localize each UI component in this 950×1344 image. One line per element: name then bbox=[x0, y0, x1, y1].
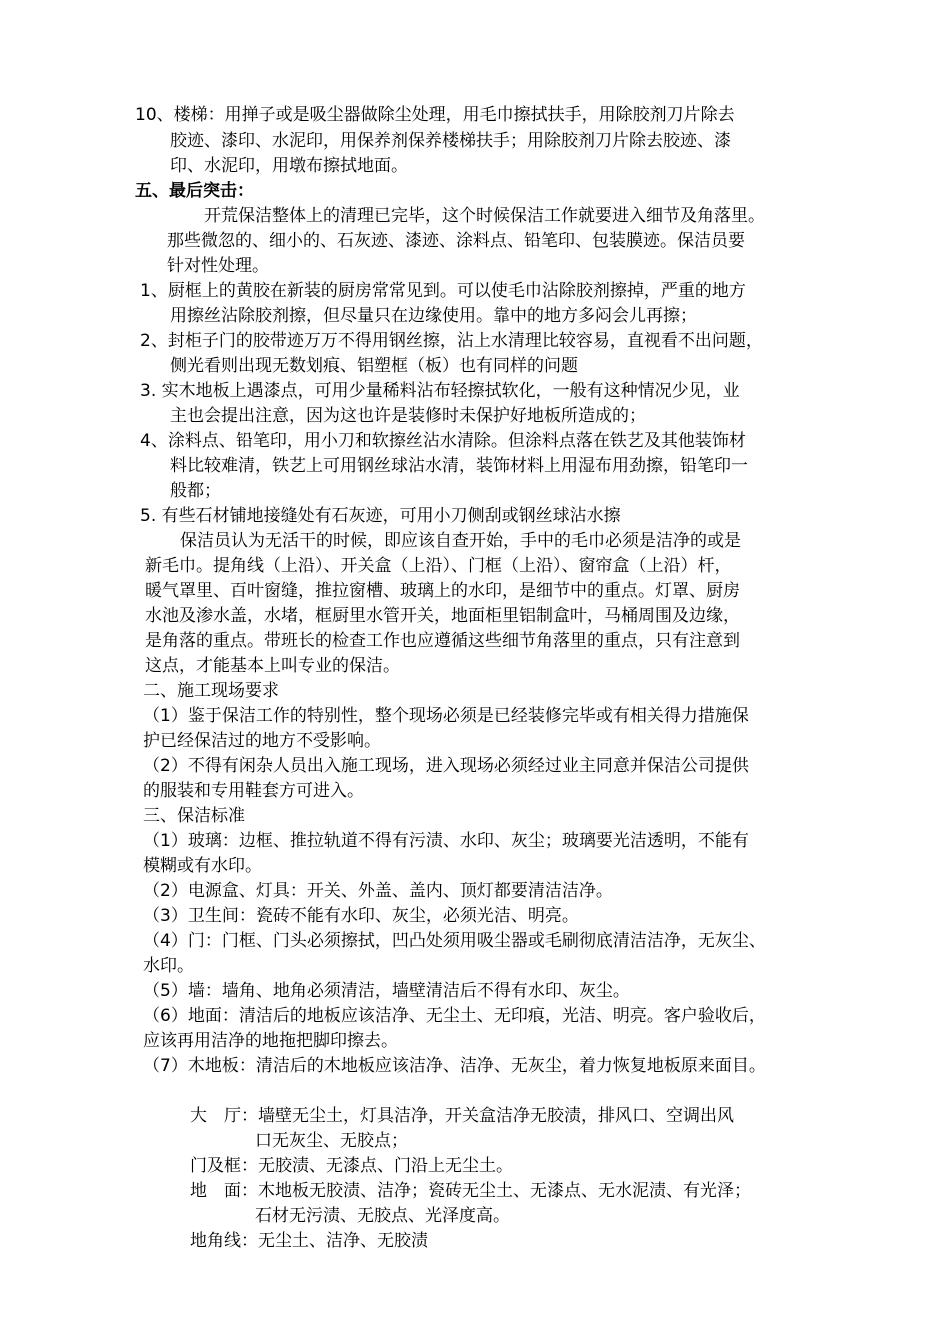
text-line: 这点，才能基本上叫专业的保洁。 bbox=[145, 656, 400, 676]
section-heading: 五、最后突击： bbox=[135, 181, 254, 201]
text-line: 应该再用洁净的地拖把脚印擦去。 bbox=[143, 1031, 398, 1051]
text-line: 护已经保洁过的地方不受影响。 bbox=[143, 731, 381, 751]
text-line: 3. 实木地板上遇漆点，可用少量稀料沾布轻擦拭软化，一般有这种情况少见，业 bbox=[140, 381, 740, 401]
text-line: （2）不得有闲杂人员出入施工现场，进入现场必须经过业主同意并保洁公司提供 bbox=[143, 756, 749, 776]
text-line: 模糊或有水印。 bbox=[143, 856, 262, 876]
text-line: （6）地面：清洁后的地板应该洁净、无尘土、无印痕，光洁、明亮。客户验收后， bbox=[143, 1006, 766, 1026]
section-heading: 二、施工现场要求 bbox=[143, 681, 279, 701]
text-line: （2）电源盒、灯具：开关、外盖、盖内、顶灯都要清洁洁净。 bbox=[143, 881, 613, 901]
text-line: 主也会提出注意，因为这也许是装修时未保护好地板所造成的； bbox=[170, 406, 646, 426]
text-line: 水印。 bbox=[143, 956, 194, 976]
section-heading: 三、保洁标准 bbox=[143, 806, 245, 826]
text-line: 4、涂料点、铅笔印，用小刀和软擦丝沾水清除。但涂料点落在铁艺及其他装饰材 bbox=[140, 431, 746, 451]
text-line: 般都； bbox=[170, 481, 221, 501]
text-line: 保洁员认为无活干的时候，即应该自查开始，手中的毛巾必须是洁净的或是 bbox=[180, 531, 741, 551]
text-line: （3）卫生间：瓷砖不能有水印、灰尘，必须光洁、明亮。 bbox=[143, 906, 579, 926]
text-line: 口无灰尘、无胶点； bbox=[255, 1131, 408, 1151]
text-line: 5. 有些石材铺地接缝处有石灰迹，可用小刀侧刮或钢丝球沾水擦 bbox=[140, 506, 621, 526]
text-line: 胶迹、漆印、水泥印，用保养剂保养楼梯扶手；用除胶剂刀片除去胶迹、漆 bbox=[170, 131, 731, 151]
text-line: （1）鉴于保洁工作的特别性，整个现场必须是已经装修完毕或有相关得力措施保 bbox=[143, 706, 749, 726]
text-line: 地角线：无尘土、洁净、无胶渍 bbox=[190, 1231, 428, 1251]
text-line: 水池及渗水盖，水堵，框厨里水管开关，地面柜里铝制盒叶，马桶周围及边缘， bbox=[145, 606, 740, 626]
text-line: 的服装和专用鞋套方可进入。 bbox=[143, 781, 364, 801]
text-line: 10、楼梯：用掸子或是吸尘器做除尘处理，用毛巾擦拭扶手，用除胶剂刀片除去 bbox=[135, 105, 735, 125]
text-line: 暖气罩里、百叶窗缝，推拉窗槽、玻璃上的水印，是细节中的重点。灯罩、厨房 bbox=[145, 581, 740, 601]
text-line: 门及框：无胶渍、无漆点、门沿上无尘土。 bbox=[190, 1156, 513, 1176]
text-line: 印、水泥印，用墩布擦拭地面。 bbox=[170, 156, 408, 176]
text-line: 2、封柜子门的胶带迹万万不得用钢丝擦，沾上水清理比较容易，直视看不出问题， bbox=[140, 331, 763, 351]
text-line: 料比较难清，铁艺上可用钢丝球沾水清，装饰材料上用湿布用劲擦，铅笔印一 bbox=[170, 456, 748, 476]
text-line: （1）玻璃：边框、推拉轨道不得有污渍、水印、灰尘；玻璃要光洁透明，不能有 bbox=[143, 831, 749, 851]
text-line: 侧光看则出现无数划痕、铝塑框（板）也有同样的问题 bbox=[170, 356, 578, 376]
text-line: （4）门：门框、门头必须擦拭，凹凸处须用吸尘器或毛刷彻底清洁洁净，无灰尘、 bbox=[143, 931, 766, 951]
text-line: 大 厅：墙壁无尘土，灯具洁净，开关盒洁净无胶渍，排风口、空调出风 bbox=[190, 1106, 734, 1126]
text-line: 新毛巾。提角线（上沿）、开关盒（上沿）、门框（上沿）、窗帘盒（上沿）杆， bbox=[145, 556, 732, 576]
text-line: 石材无污渍、无胶点、光泽度高。 bbox=[255, 1206, 510, 1226]
text-line: 用擦丝沾除胶剂擦，但尽量只在边缘使用。靠中的地方多闷会儿再擦； bbox=[170, 306, 697, 326]
text-line: 是角落的重点。带班长的检查工作也应遵循这些细节角落里的重点，只有注意到 bbox=[145, 631, 740, 651]
text-line: 针对性处理。 bbox=[167, 256, 269, 276]
text-line: 开荒保洁整体上的清理已完毕，这个时候保洁工作就要进入细节及角落里。 bbox=[204, 206, 765, 226]
text-line: （7）木地板：清洁后的木地板应该洁净、洁净、无灰尘，着力恢复地板原来面目。 bbox=[143, 1056, 766, 1076]
text-line: 1、厨框上的黄胶在新装的厨房常常见到。可以使毛巾沾除胶剂擦掉，严重的地方 bbox=[140, 281, 746, 301]
text-line: 那些微忽的、细小的、石灰迹、漆迹、涂料点、铅笔印、包装膜迹。保洁员要 bbox=[167, 231, 745, 251]
text-line: 地 面：木地板无胶渍、洁净；瓷砖无尘土、无漆点、无水泥渍、有光泽； bbox=[190, 1181, 751, 1201]
text-line: （5）墙：墙角、地角必须清洁，墙壁清洁后不得有水印、灰尘。 bbox=[143, 981, 630, 1001]
